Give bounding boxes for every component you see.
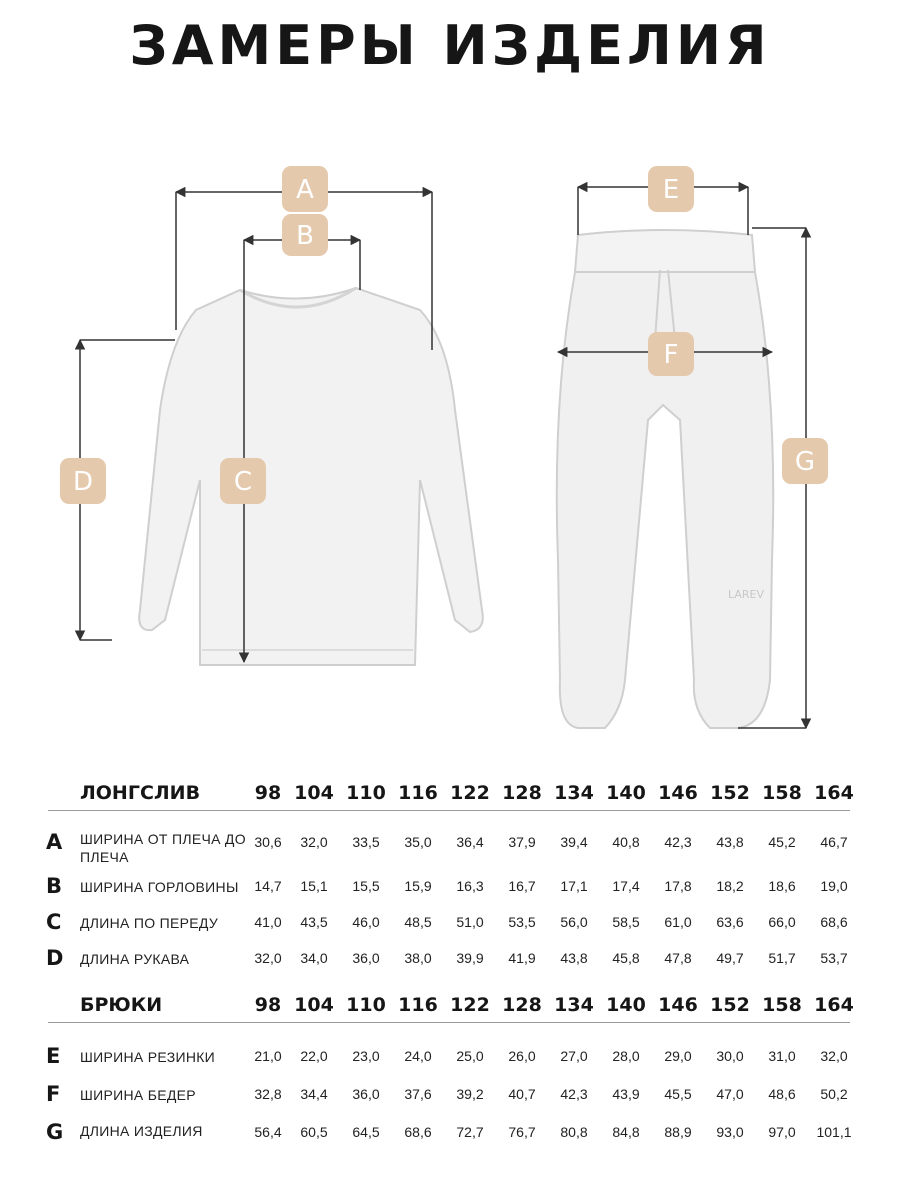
table-cell: 39,2 bbox=[456, 1086, 484, 1102]
size-header: 122 bbox=[450, 994, 490, 1016]
table-cell: 15,5 bbox=[352, 878, 380, 894]
svg-text:D: D bbox=[72, 467, 94, 497]
measure-row-b bbox=[0, 868, 900, 908]
table-cell: 17,4 bbox=[612, 878, 640, 894]
badge-c bbox=[220, 458, 266, 504]
size-header: 140 bbox=[606, 782, 646, 804]
table-cell: 38,0 bbox=[404, 950, 432, 966]
svg-text:C: C bbox=[233, 467, 253, 497]
table-cell: 21,0 bbox=[254, 1048, 282, 1064]
table-cell: 18,2 bbox=[716, 878, 744, 894]
size-header: 152 bbox=[710, 994, 750, 1016]
table-cell: 49,7 bbox=[716, 950, 744, 966]
row-label: ШИРИНА ОТ ПЛЕЧА ДО ПЛЕЧА bbox=[80, 831, 246, 865]
table-cell: 16,3 bbox=[456, 878, 484, 894]
table-cell: 25,0 bbox=[456, 1048, 484, 1064]
row-letter: G bbox=[46, 1120, 64, 1144]
page-title: ЗАМЕРЫ ИЗДЕЛИЯ bbox=[129, 14, 771, 77]
size-header: 158 bbox=[762, 782, 802, 804]
table-cell: 29,0 bbox=[664, 1048, 692, 1064]
size-header: 134 bbox=[554, 782, 594, 804]
table-cell: 45,5 bbox=[664, 1086, 692, 1102]
size-header: 158 bbox=[762, 994, 802, 1016]
table-cell: 30,0 bbox=[716, 1048, 744, 1064]
badge-b bbox=[282, 214, 328, 256]
size-header: 104 bbox=[294, 782, 334, 804]
table-cell: 53,5 bbox=[508, 914, 536, 930]
table-cell: 19,0 bbox=[820, 878, 848, 894]
table-cell: 97,0 bbox=[768, 1124, 796, 1140]
size-header: 98 bbox=[254, 994, 282, 1016]
table-cell: 50,2 bbox=[820, 1086, 848, 1102]
table-cell: 41,9 bbox=[508, 950, 536, 966]
table-cell: 46,7 bbox=[820, 834, 848, 850]
table-cell: 34,0 bbox=[300, 950, 328, 966]
svg-text:A: A bbox=[296, 175, 314, 205]
table-cell: 32,0 bbox=[300, 834, 328, 850]
table-cell: 31,0 bbox=[768, 1048, 796, 1064]
table-cell: 15,1 bbox=[300, 878, 328, 894]
table-cell: 24,0 bbox=[404, 1048, 432, 1064]
table-cell: 42,3 bbox=[560, 1086, 588, 1102]
table-cell: 47,0 bbox=[716, 1086, 744, 1102]
svg-text:G: G bbox=[794, 447, 816, 477]
table-cell: 14,7 bbox=[254, 878, 282, 894]
table-cell: 15,9 bbox=[404, 878, 432, 894]
table-cell: 48,6 bbox=[768, 1086, 796, 1102]
row-letter: F bbox=[46, 1082, 61, 1106]
measure-row-g bbox=[0, 1114, 900, 1154]
size-header: 152 bbox=[710, 782, 750, 804]
table-divider bbox=[48, 1022, 850, 1023]
table-cell: 46,0 bbox=[352, 914, 380, 930]
measure-row-d bbox=[0, 940, 900, 980]
table-cell: 26,0 bbox=[508, 1048, 536, 1064]
table-cell: 56,0 bbox=[560, 914, 588, 930]
size-header: 134 bbox=[554, 994, 594, 1016]
table-cell: 43,5 bbox=[300, 914, 328, 930]
garment-illustration bbox=[0, 150, 900, 750]
size-header: 128 bbox=[502, 994, 542, 1016]
table-cell: 23,0 bbox=[352, 1048, 380, 1064]
table-cell: 32,0 bbox=[254, 950, 282, 966]
table-cell: 36,0 bbox=[352, 1086, 380, 1102]
table-cell: 68,6 bbox=[820, 914, 848, 930]
table-cell: 30,6 bbox=[254, 834, 282, 850]
table-cell: 36,4 bbox=[456, 834, 484, 850]
table-cell: 32,8 bbox=[254, 1086, 282, 1102]
size-header: 116 bbox=[398, 782, 438, 804]
table-cell: 47,8 bbox=[664, 950, 692, 966]
table-cell: 17,8 bbox=[664, 878, 692, 894]
table-cell: 39,9 bbox=[456, 950, 484, 966]
table-cell: 41,0 bbox=[254, 914, 282, 930]
table-cell: 51,7 bbox=[768, 950, 796, 966]
watermark-text: LAREV bbox=[728, 588, 765, 601]
size-header: 116 bbox=[398, 994, 438, 1016]
longsleeve-header-row bbox=[0, 780, 900, 810]
size-header: 98 bbox=[254, 782, 282, 804]
table-cell: 22,0 bbox=[300, 1048, 328, 1064]
table-cell: 61,0 bbox=[664, 914, 692, 930]
table-cell: 37,9 bbox=[508, 834, 536, 850]
badge-a bbox=[282, 166, 328, 212]
table-cell: 37,6 bbox=[404, 1086, 432, 1102]
table-cell: 101,1 bbox=[816, 1124, 852, 1140]
svg-text:F: F bbox=[663, 340, 679, 370]
row-label: ШИРИНА РЕЗИНКИ bbox=[80, 1049, 216, 1065]
table-cell: 40,8 bbox=[612, 834, 640, 850]
table-cell: 32,0 bbox=[820, 1048, 848, 1064]
table-cell: 43,8 bbox=[560, 950, 588, 966]
table-divider bbox=[48, 810, 850, 811]
table-cell: 35,0 bbox=[404, 834, 432, 850]
table-cell: 43,9 bbox=[612, 1086, 640, 1102]
row-label: ШИРИНА ГОРЛОВИНЫ bbox=[80, 879, 239, 895]
table-cell: 56,4 bbox=[254, 1124, 282, 1140]
longsleeve-title: ЛОНГСЛИВ bbox=[80, 782, 201, 804]
table-cell: 39,4 bbox=[560, 834, 588, 850]
size-header: 146 bbox=[658, 994, 698, 1016]
svg-text:E: E bbox=[662, 175, 680, 205]
table-cell: 27,0 bbox=[560, 1048, 588, 1064]
table-cell: 34,4 bbox=[300, 1086, 328, 1102]
table-cell: 64,5 bbox=[352, 1124, 380, 1140]
table-cell: 51,0 bbox=[456, 914, 484, 930]
row-letter: A bbox=[46, 830, 63, 854]
table-cell: 93,0 bbox=[716, 1124, 744, 1140]
table-cell: 36,0 bbox=[352, 950, 380, 966]
table-cell: 66,0 bbox=[768, 914, 796, 930]
size-header: 122 bbox=[450, 782, 490, 804]
size-header: 104 bbox=[294, 994, 334, 1016]
table-cell: 84,8 bbox=[612, 1124, 640, 1140]
row-letter: C bbox=[46, 910, 62, 934]
table-cell: 88,9 bbox=[664, 1124, 692, 1140]
table-cell: 72,7 bbox=[456, 1124, 484, 1140]
row-label: ДЛИНА ПО ПЕРЕДУ bbox=[80, 915, 219, 931]
badge-g bbox=[782, 438, 828, 484]
row-label: ШИРИНА БЕДЕР bbox=[80, 1087, 196, 1103]
table-cell: 63,6 bbox=[716, 914, 744, 930]
table-cell: 76,7 bbox=[508, 1124, 536, 1140]
size-header: 128 bbox=[502, 782, 542, 804]
row-letter: D bbox=[46, 946, 64, 970]
table-cell: 58,5 bbox=[612, 914, 640, 930]
table-cell: 68,6 bbox=[404, 1124, 432, 1140]
size-header: 110 bbox=[346, 994, 386, 1016]
size-header: 140 bbox=[606, 994, 646, 1016]
table-cell: 80,8 bbox=[560, 1124, 588, 1140]
row-letter: B bbox=[46, 874, 63, 898]
size-header: 164 bbox=[814, 994, 854, 1016]
table-cell: 16,7 bbox=[508, 878, 536, 894]
table-cell: 45,2 bbox=[768, 834, 796, 850]
table-cell: 28,0 bbox=[612, 1048, 640, 1064]
size-header: 146 bbox=[658, 782, 698, 804]
row-letter: E bbox=[46, 1044, 61, 1068]
pants-icon bbox=[557, 230, 773, 728]
table-cell: 42,3 bbox=[664, 834, 692, 850]
measure-row-c bbox=[0, 904, 900, 944]
table-cell: 18,6 bbox=[768, 878, 796, 894]
table-cell: 40,7 bbox=[508, 1086, 536, 1102]
table-cell: 17,1 bbox=[560, 878, 588, 894]
size-header: 164 bbox=[814, 782, 854, 804]
row-label: ДЛИНА ИЗДЕЛИЯ bbox=[80, 1123, 203, 1139]
badge-f bbox=[648, 332, 694, 376]
svg-text:B: B bbox=[296, 221, 314, 251]
pants-title: БРЮКИ bbox=[80, 994, 163, 1016]
size-header: 110 bbox=[346, 782, 386, 804]
table-cell: 60,5 bbox=[300, 1124, 328, 1140]
table-cell: 53,7 bbox=[820, 950, 848, 966]
measure-row-e bbox=[0, 1038, 900, 1078]
measure-row-f bbox=[0, 1076, 900, 1116]
measure-row-a bbox=[0, 824, 900, 864]
table-cell: 45,8 bbox=[612, 950, 640, 966]
table-cell: 43,8 bbox=[716, 834, 744, 850]
pants-header-row bbox=[0, 992, 900, 1022]
row-label: ДЛИНА РУКАВА bbox=[80, 951, 190, 967]
table-cell: 33,5 bbox=[352, 834, 380, 850]
badge-d bbox=[60, 458, 106, 504]
badge-e bbox=[648, 166, 694, 212]
table-cell: 48,5 bbox=[404, 914, 432, 930]
